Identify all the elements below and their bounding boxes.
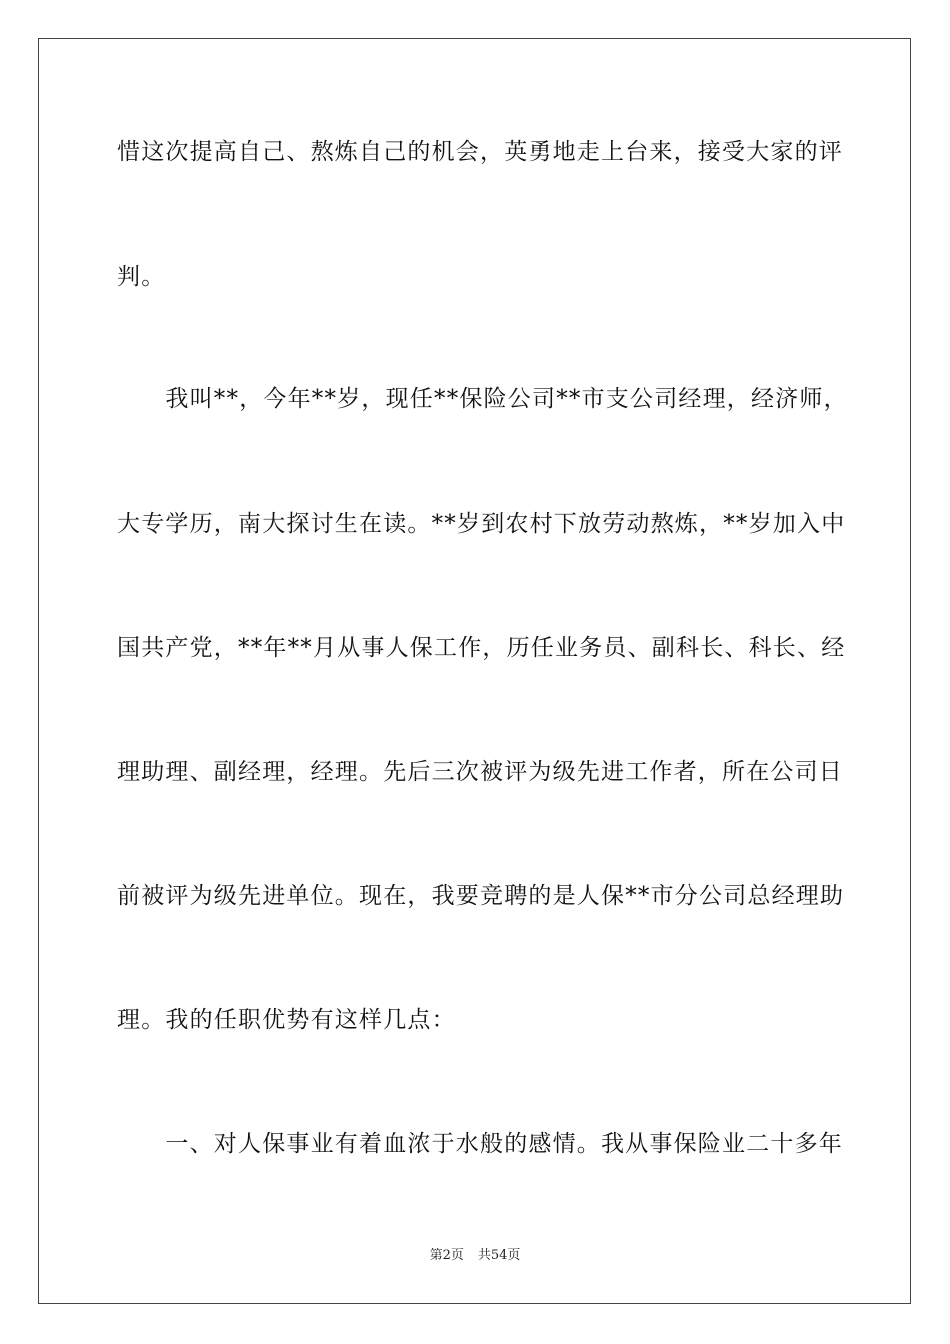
page-number: 第2页 — [429, 1248, 464, 1263]
body-text-line: 大专学历，南大探讨生在读。**岁到农村下放劳动熬炼，**岁加入中 — [117, 511, 846, 537]
page-total: 共54页 — [477, 1248, 521, 1263]
body-text-line: 理。我的任职优势有这样几点： — [117, 1007, 456, 1033]
page-border — [38, 38, 911, 1304]
body-text-line: 前被评为级先进单位。现在，我要竞聘的是人保**市分公司总经理助 — [117, 883, 845, 909]
body-text-line: 我叫**，今年**岁，现任**保险公司**市支公司经理，经济师， — [117, 386, 848, 412]
body-text-line: 惜这次提高自己、熬炼自己的机会，英勇地走上台来，接受大家的评 — [117, 139, 843, 165]
page-footer — [0, 1246, 950, 1266]
body-text-line: 判。 — [117, 264, 166, 290]
body-text-line: 一、对人保事业有着血浓于水般的感情。我从事保险业二十多年 — [117, 1131, 843, 1157]
body-text-line: 理助理、副经理，经理。先后三次被评为级先进工作者，所在公司日 — [117, 759, 843, 785]
body-text-line: 国共产党，**年**月从事人保工作，历任业务员、副科长、科长、经 — [117, 635, 846, 661]
